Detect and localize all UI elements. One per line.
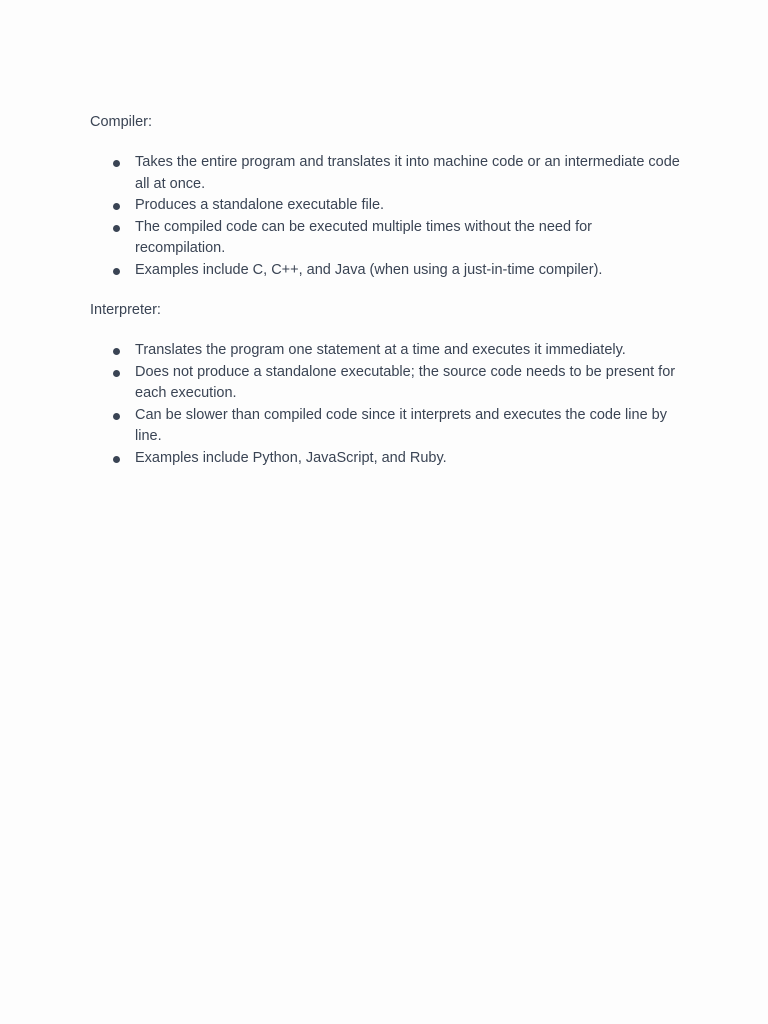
list-item-text: Can be slower than compiled code since it interprets and executes the code line by line.	[135, 406, 667, 444]
list-item	[135, 217, 680, 260]
list-item	[135, 340, 680, 362]
list-item-text: The compiled code can be executed multiple times without the need for recompilation.	[135, 218, 593, 256]
list-item-text: Translates the program one statement at a time and executes it immediately.	[135, 342, 626, 358]
list-item-text: Takes the entire program and translates it into machine code or an intermediate code all at once.	[135, 154, 680, 192]
document-page	[90, 112, 680, 488]
list-item	[135, 260, 680, 282]
interpreter-heading: Interpreter:	[90, 302, 161, 318]
bullet-icon	[113, 348, 120, 355]
list-item-text: Examples include Python, JavaScript, and Ruby.	[135, 449, 447, 466]
list-item	[135, 195, 680, 217]
list-item-text: Produces a standalone executable file.	[135, 197, 385, 213]
bullet-icon	[113, 456, 120, 463]
compiler-bullet-list	[90, 152, 680, 281]
compiler-heading: Compiler:	[90, 114, 153, 130]
bullet-icon	[113, 203, 120, 210]
bullet-icon	[113, 268, 120, 275]
list-item	[135, 362, 680, 405]
list-item	[135, 448, 680, 470]
list-item	[135, 152, 680, 195]
bullet-icon	[113, 225, 120, 232]
bullet-icon	[113, 160, 120, 167]
interpreter-bullet-list	[90, 340, 680, 469]
bullet-icon	[113, 413, 120, 420]
list-item-text: Examples include C, C++, and Java (when using a just-in-time compiler).	[135, 261, 603, 278]
list-item-text: Does not produce a standalone executable; the source code needs to be present for each execution.	[135, 363, 676, 401]
bullet-icon	[113, 370, 120, 377]
list-item	[135, 405, 680, 448]
